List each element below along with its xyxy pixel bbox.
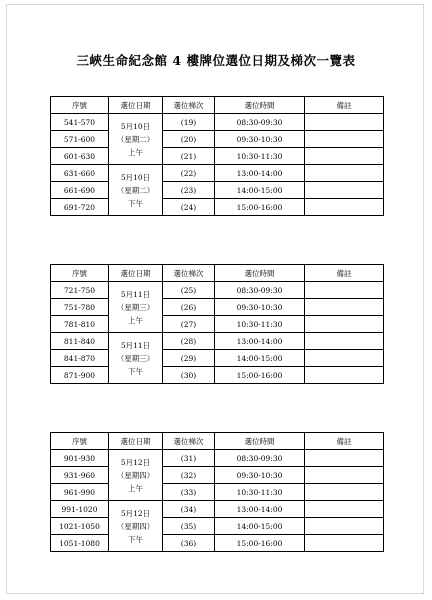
selection-date: 5月12日 [120, 508, 151, 518]
time-slot: 09:30-10:30 [215, 467, 305, 484]
selection-date: 5月10日 [120, 121, 151, 131]
table-row [51, 333, 384, 350]
weekday: （星期四） [116, 470, 155, 480]
header-batch: 選位梯次 [163, 433, 215, 450]
remarks-cell [305, 114, 384, 131]
selection-date: 5月11日 [120, 289, 151, 299]
table-row [51, 148, 384, 165]
batch-number: (29) [163, 350, 215, 367]
header-remarks: 備註 [305, 97, 384, 114]
header-date: 選位日期 [109, 433, 163, 450]
remarks-cell [305, 484, 384, 501]
table-row [51, 535, 384, 552]
serial-range: 781-810 [51, 316, 109, 333]
morning-date-cell [109, 282, 163, 333]
batch-number: (35) [163, 518, 215, 535]
remarks-cell [305, 199, 384, 216]
batch-number: (34) [163, 501, 215, 518]
batch-number: (32) [163, 467, 215, 484]
remarks-cell [305, 518, 384, 535]
table-row [51, 182, 384, 199]
batch-number: (24) [163, 199, 215, 216]
weekday: （星期四） [116, 521, 155, 531]
batch-number: (28) [163, 333, 215, 350]
table-row [51, 165, 384, 182]
header-serial: 序號 [51, 97, 109, 114]
remarks-cell [305, 350, 384, 367]
batch-number: (25) [163, 282, 215, 299]
serial-range: 1051-1080 [51, 535, 109, 552]
serial-range: 631-660 [51, 165, 109, 182]
table-row [51, 450, 384, 467]
table-row [51, 518, 384, 535]
batch-number: (31) [163, 450, 215, 467]
batch-number: (20) [163, 131, 215, 148]
batch-number: (30) [163, 367, 215, 384]
table-row [51, 199, 384, 216]
serial-range: 721-750 [51, 282, 109, 299]
schedule-table-1 [50, 96, 384, 216]
period-label: 上午 [128, 483, 143, 493]
time-slot: 13:00-14:00 [215, 333, 305, 350]
schedule-table-2 [50, 264, 384, 384]
time-slot: 09:30-10:30 [215, 131, 305, 148]
time-slot: 08:30-09:30 [215, 450, 305, 467]
header-remarks: 備註 [305, 265, 384, 282]
table-row [51, 316, 384, 333]
time-slot: 08:30-09:30 [215, 282, 305, 299]
batch-number: (27) [163, 316, 215, 333]
afternoon-date-cell [109, 165, 163, 216]
header-batch: 選位梯次 [163, 97, 215, 114]
time-slot: 10:30-11:30 [215, 316, 305, 333]
header-serial: 序號 [51, 433, 109, 450]
header-time: 選位時間 [215, 265, 305, 282]
time-slot: 13:00-14:00 [215, 501, 305, 518]
header-batch: 選位梯次 [163, 265, 215, 282]
period-label: 下午 [128, 198, 143, 208]
selection-date: 5月10日 [120, 172, 151, 182]
schedule-table-3 [50, 432, 384, 552]
afternoon-date-cell [109, 333, 163, 384]
serial-range: 661-690 [51, 182, 109, 199]
batch-number: (33) [163, 484, 215, 501]
remarks-cell [305, 282, 384, 299]
header-row [51, 97, 384, 114]
header-time: 選位時間 [215, 433, 305, 450]
remarks-cell [305, 367, 384, 384]
time-slot: 10:30-11:30 [215, 148, 305, 165]
remarks-cell [305, 148, 384, 165]
weekday: （星期三） [116, 353, 155, 363]
time-slot: 14:00-15:00 [215, 518, 305, 535]
batch-number: (22) [163, 165, 215, 182]
table-row [51, 501, 384, 518]
table-row [51, 350, 384, 367]
header-remarks: 備註 [305, 433, 384, 450]
afternoon-date-cell [109, 501, 163, 552]
serial-range: 751-780 [51, 299, 109, 316]
table-row [51, 282, 384, 299]
table-row [51, 299, 384, 316]
remarks-cell [305, 131, 384, 148]
table-row [51, 114, 384, 131]
period-label: 上午 [128, 315, 143, 325]
serial-range: 931-960 [51, 467, 109, 484]
time-slot: 08:30-09:30 [215, 114, 305, 131]
serial-range: 961-990 [51, 484, 109, 501]
period-label: 下午 [128, 366, 143, 376]
remarks-cell [305, 299, 384, 316]
remarks-cell [305, 316, 384, 333]
serial-range: 841-870 [51, 350, 109, 367]
batch-number: (19) [163, 114, 215, 131]
header-serial: 序號 [51, 265, 109, 282]
remarks-cell [305, 501, 384, 518]
morning-date-cell [109, 450, 163, 501]
serial-range: 991-1020 [51, 501, 109, 518]
time-slot: 14:00-15:00 [215, 350, 305, 367]
header-time: 選位時間 [215, 97, 305, 114]
header-date: 選位日期 [109, 97, 163, 114]
batch-number: (21) [163, 148, 215, 165]
time-slot: 15:00-16:00 [215, 367, 305, 384]
document-title: 三峽生命紀念館 4 樓牌位選位日期及梯次一覽表 [76, 53, 356, 68]
weekday: （星期二） [116, 185, 155, 195]
serial-range: 1021-1050 [51, 518, 109, 535]
serial-range: 691-720 [51, 199, 109, 216]
morning-date-cell [109, 114, 163, 165]
time-slot: 13:00-14:00 [215, 165, 305, 182]
remarks-cell [305, 467, 384, 484]
serial-range: 601-630 [51, 148, 109, 165]
serial-range: 541-570 [51, 114, 109, 131]
weekday: （星期三） [116, 302, 155, 312]
remarks-cell [305, 182, 384, 199]
serial-range: 901-930 [51, 450, 109, 467]
table-row [51, 467, 384, 484]
table-row [51, 367, 384, 384]
header-date: 選位日期 [109, 265, 163, 282]
table-row [51, 484, 384, 501]
time-slot: 15:00-16:00 [215, 535, 305, 552]
table-row [51, 131, 384, 148]
header-row [51, 265, 384, 282]
batch-number: (26) [163, 299, 215, 316]
time-slot: 10:30-11:30 [215, 484, 305, 501]
remarks-cell [305, 450, 384, 467]
time-slot: 15:00-16:00 [215, 199, 305, 216]
remarks-cell [305, 535, 384, 552]
header-row [51, 433, 384, 450]
time-slot: 14:00-15:00 [215, 182, 305, 199]
batch-number: (36) [163, 535, 215, 552]
period-label: 上午 [128, 147, 143, 157]
batch-number: (23) [163, 182, 215, 199]
serial-range: 871-900 [51, 367, 109, 384]
weekday: （星期二） [116, 134, 155, 144]
remarks-cell [305, 333, 384, 350]
serial-range: 811-840 [51, 333, 109, 350]
selection-date: 5月11日 [120, 340, 151, 350]
selection-date: 5月12日 [120, 457, 151, 467]
period-label: 下午 [128, 534, 143, 544]
serial-range: 571-600 [51, 131, 109, 148]
remarks-cell [305, 165, 384, 182]
time-slot: 09:30-10:30 [215, 299, 305, 316]
